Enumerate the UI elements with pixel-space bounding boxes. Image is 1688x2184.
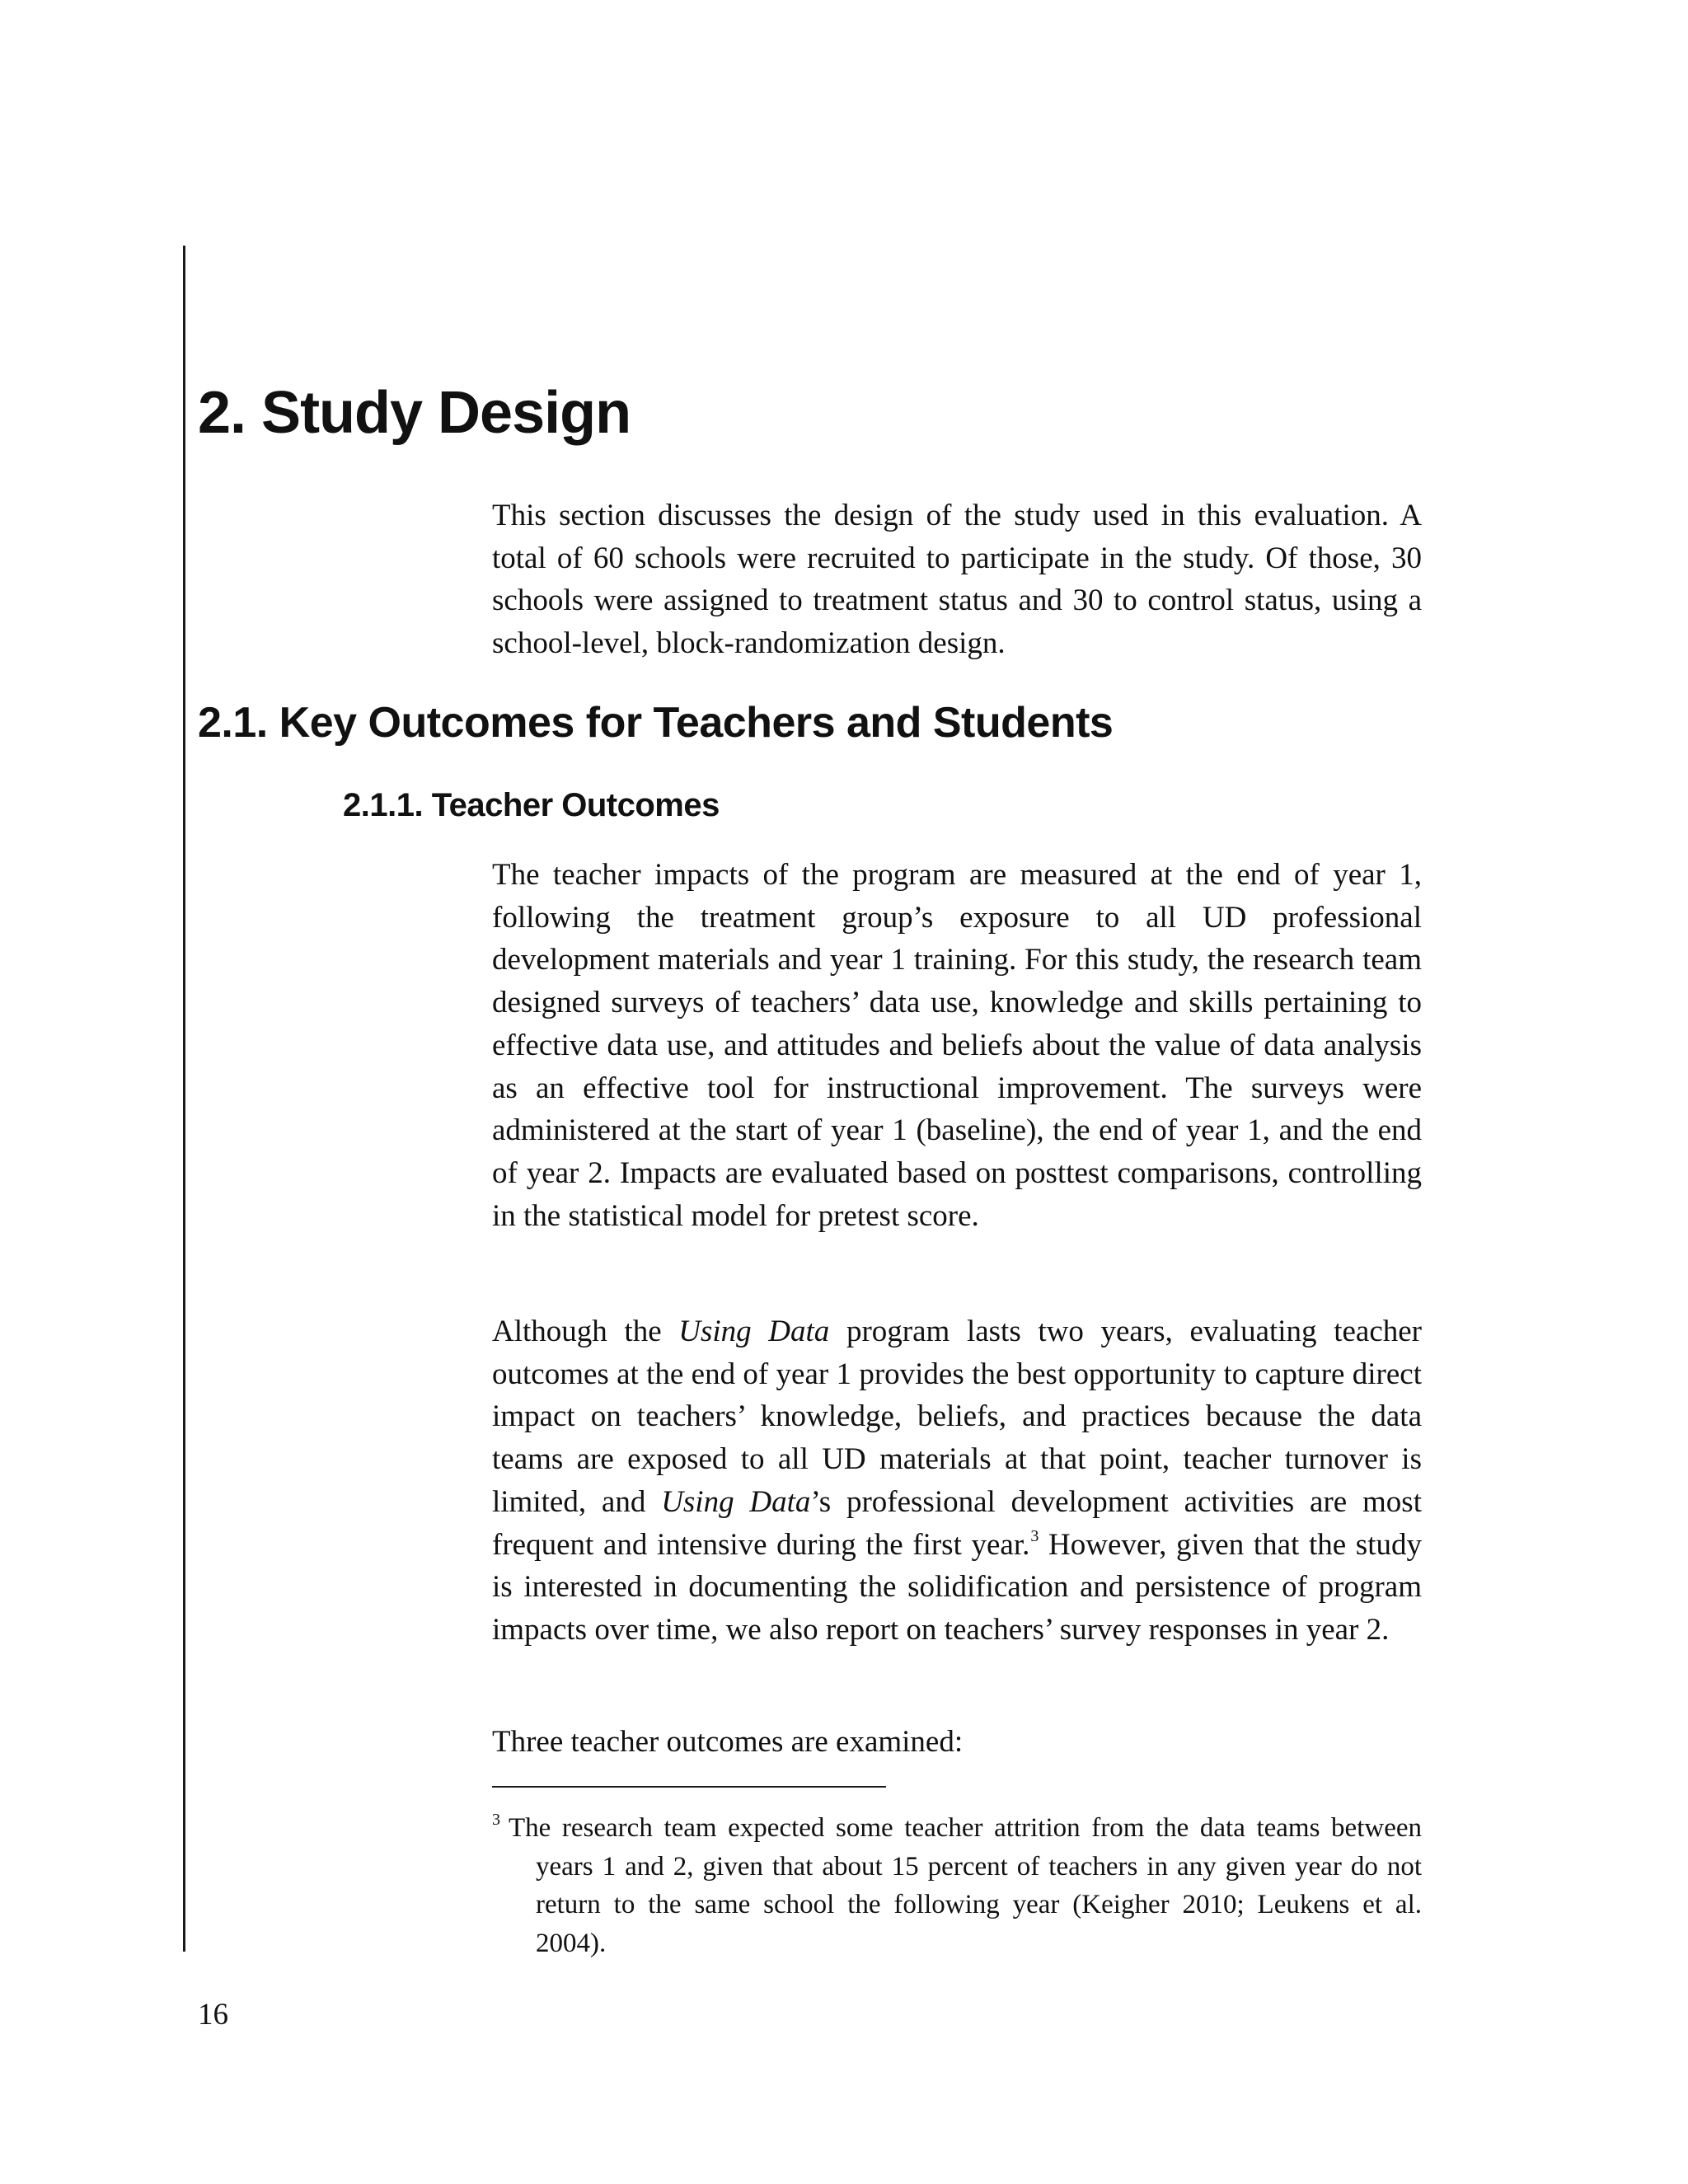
program-name-italic: Using Data [661, 1484, 811, 1519]
paragraph-text: However, given that the study is interested in documenting the solidification and persistence of program impacts over time, we also report on teachers’ survey responses in year 2. [492, 1527, 1422, 1647]
using-data-paragraph [492, 1310, 1422, 1652]
page-number: 16 [198, 1998, 228, 2032]
footnote-text: The research team expected some teacher attrition from the data teams between years 1 and 2, given that about 15 percent of teachers in any given year do not return to the same school the following year (Keigher 2010; Leukens et al. 2004). [509, 1813, 1422, 1958]
subsection-heading: 2.1. Key Outcomes for Teachers and Students [198, 699, 1114, 747]
footnote: 3 The research team expected some teacher attrition from the data teams between years 1 and 2, given that about 15 percent of teachers in any given year do not return to the same school the following year (Keigher 2010; Leukens et al. 2004). [492, 1811, 1422, 1958]
paragraph-text: ’s professional development activities are most frequent and intensive during the first year. [492, 1484, 1422, 1562]
subsubsection-heading: 2.1.1. Teacher Outcomes [343, 787, 720, 823]
section-heading: 2. Study Design [198, 380, 631, 446]
paragraph-text: program lasts two years, evaluating teacher outcomes at the end of year 1 provides the best opportunity to capture direct impact on teachers’ knowledge, beliefs, and practices because the data teams are exposed to all UD materials at that point, teacher turnover is limited, and [492, 1315, 1422, 1519]
footnote-divider [492, 1786, 886, 1788]
intro-paragraph: This section discusses the design of the study used in this evaluation. A total of 60 schools were recruited to participate in the study. Of those, 30 schools were assigned to treatment status and 30 to control status, using a school-level, block-randomization design. [492, 499, 1422, 661]
outcomes-intro-line: Three teacher outcomes are examined: [492, 1725, 964, 1759]
teacher-outcomes-paragraph: The teacher impacts of the program are measured at the end of year 1, following the treatment group’s exposure to all UD professional development materials and year 1 training. For this study, the research team designed surveys of teachers’ data use, knowledge and skills pertaining to effective data use, and attitudes and beliefs about the value of data analysis as an effective tool for instructional improvement. The surveys were administered at the start of year 1 (baseline), the end of year 1, and the end of year 2. Impacts are evaluated based on posttest comparisons, controlling in the statistical model for pretest score. [492, 858, 1422, 1233]
margin-rule [183, 246, 185, 1952]
program-name-italic: Using Data [678, 1315, 830, 1348]
footnote-reference: 3 [1030, 1526, 1039, 1545]
paragraph-text: Although the [492, 1315, 679, 1348]
